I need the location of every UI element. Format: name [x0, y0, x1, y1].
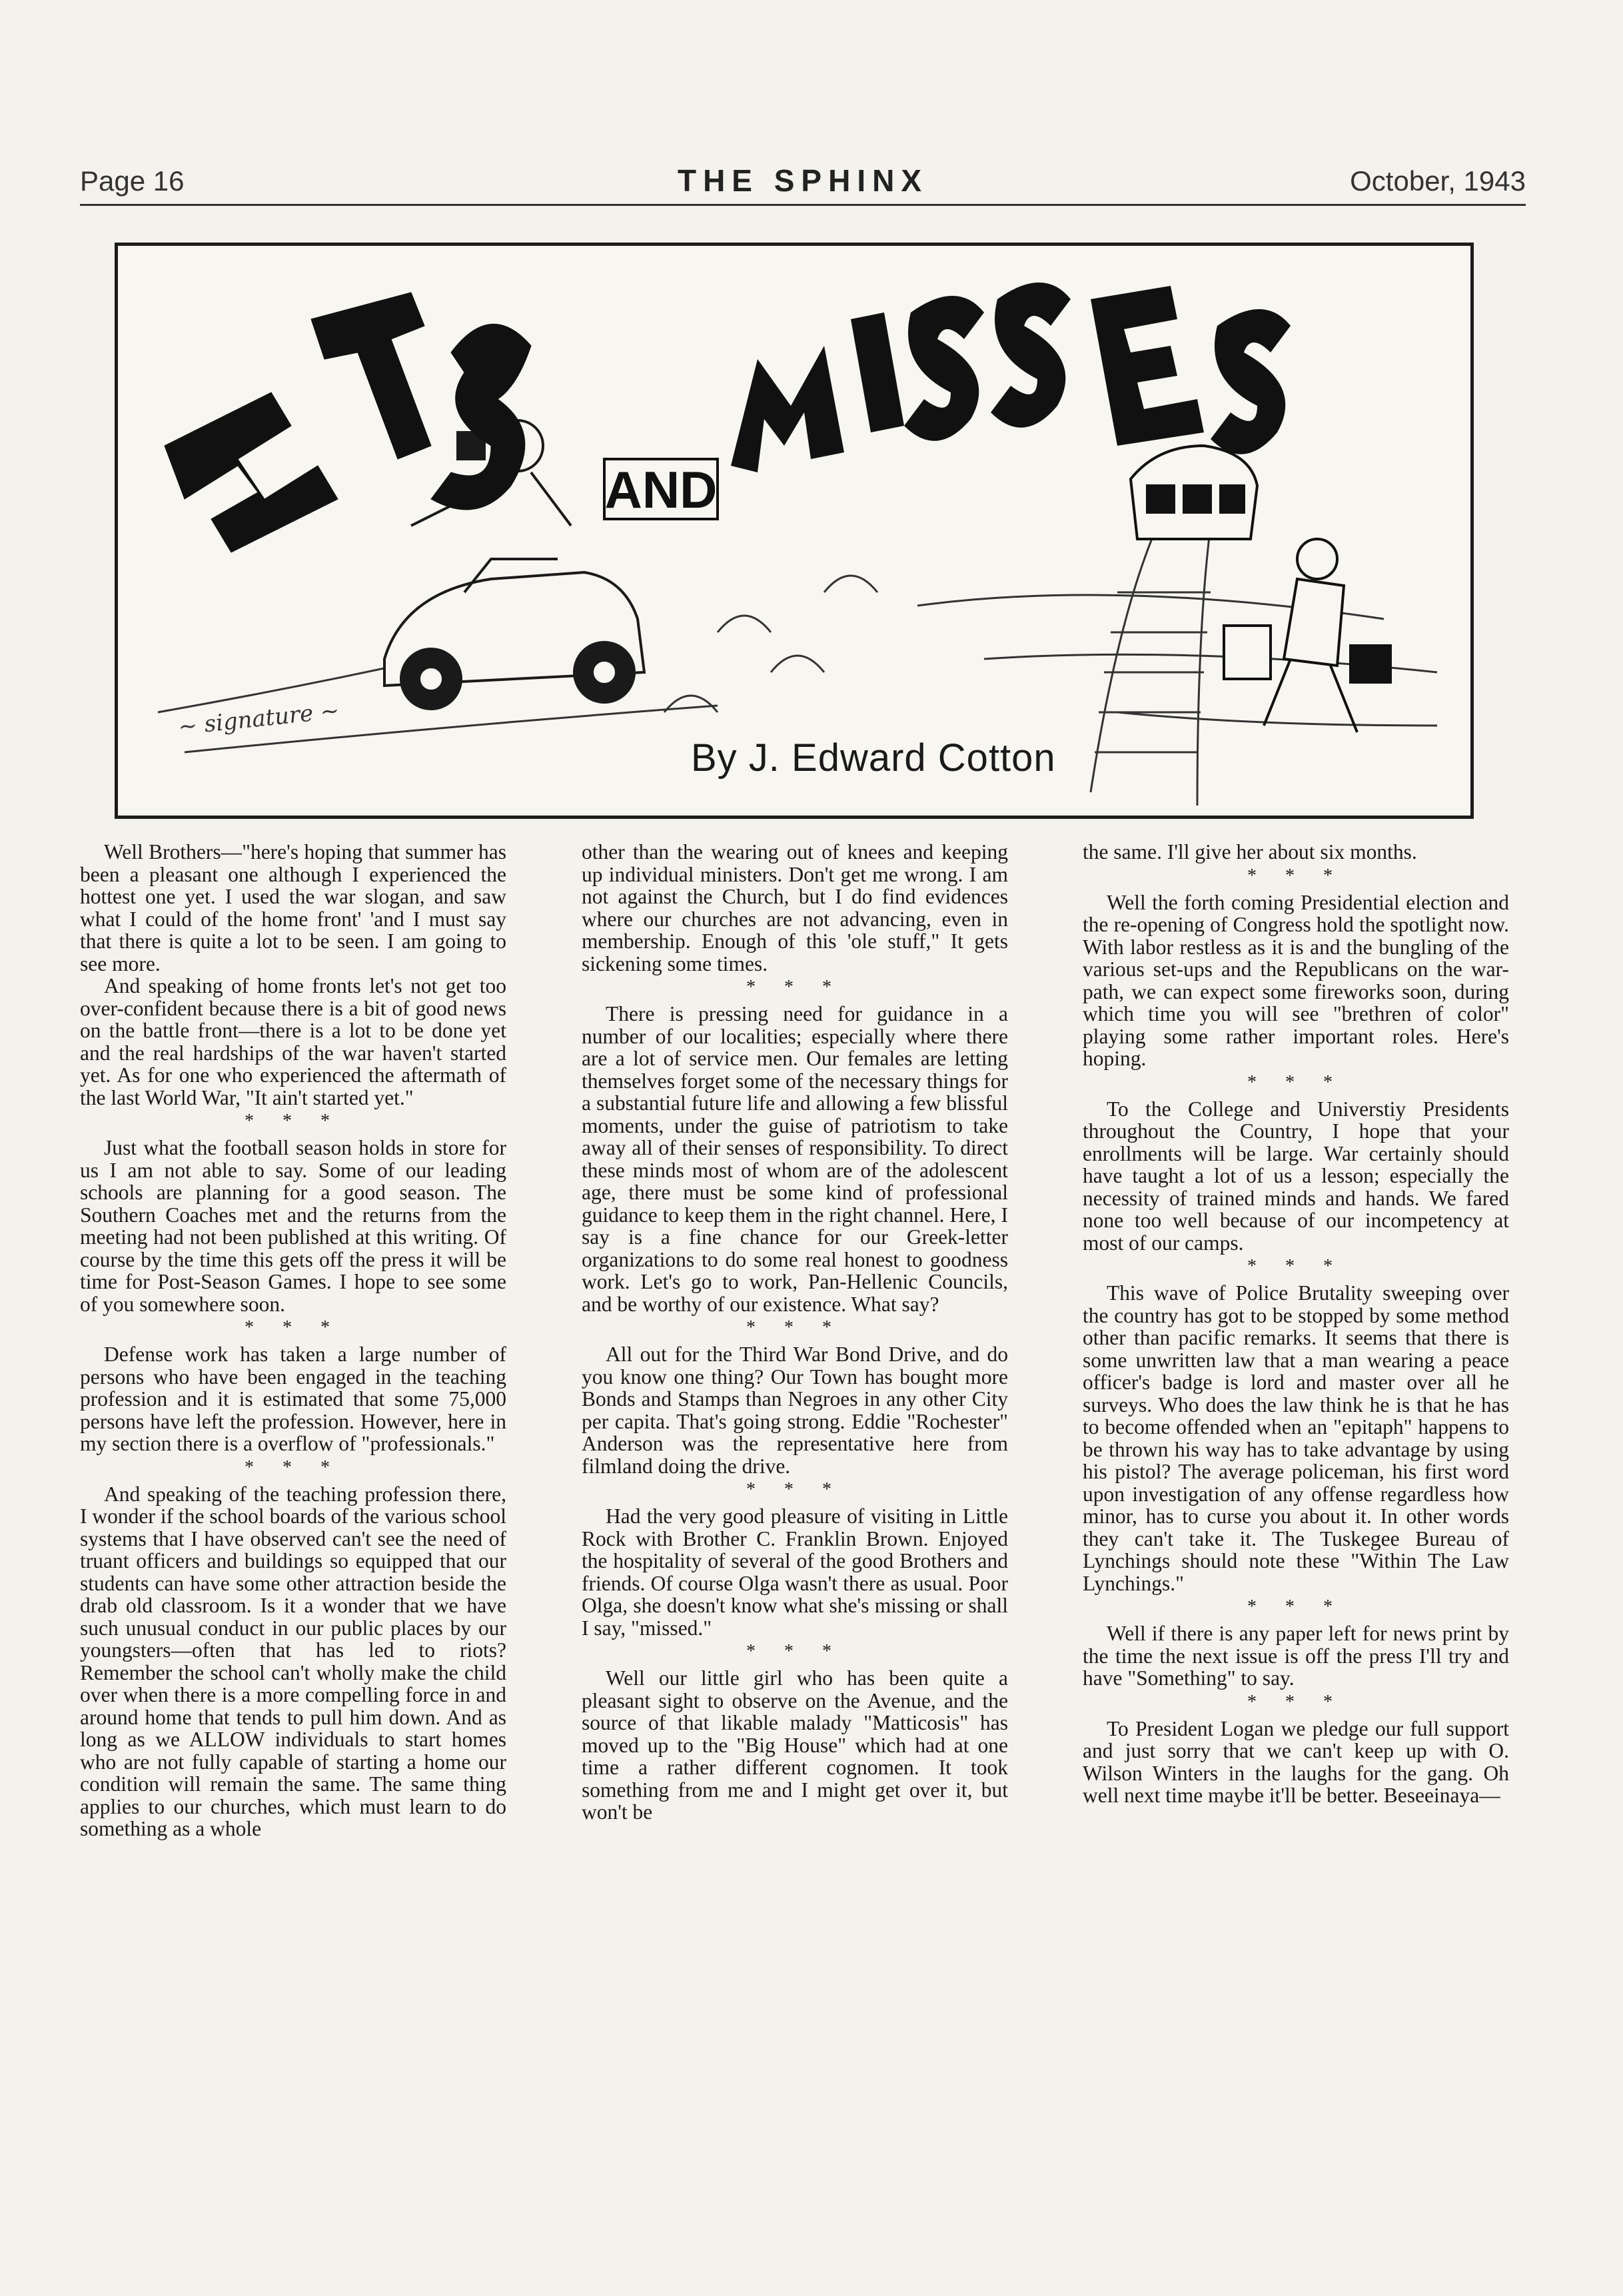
- paragraph: To the College and Universtiy Presidents throughout the Country, I hope that your enrollments will be large. War certainly should have taught a lot of us a lesson; especially the necessity of trained minds and hands. We fared none too well because of our incompetency at most of our camps.: [1083, 1097, 1509, 1255]
- paragraph: This wave of Police Brutality sweeping over the country has got to be stopped by some method other than pacific remarks. It seems that there is some unwritten law that a man wearing a peace officer's badge is lord and master over all he surveys. Who does the law think he is that he has to become offended when an "epitaph" happens to be thrown his way has to take advantage by using his pistol? The average policeman, his first word upon investigation of any offense regardless how minor, has to curse you about it. In other words they can't take it. The Tuskegee Bureau of Lynchings should note these "Within The Law Lynchings.": [1083, 1281, 1509, 1595]
- section-divider-stars: * * *: [746, 1317, 843, 1338]
- issue-date: October, 1943: [1350, 165, 1526, 197]
- column-banner-illustration: [115, 243, 1474, 819]
- trolley-car-drawing: [1131, 446, 1257, 539]
- page-number: Page 16: [80, 165, 185, 197]
- section-divider-stars: * * *: [746, 1641, 843, 1662]
- text-column-1: [80, 841, 506, 1840]
- banner-artwork: [118, 246, 1470, 816]
- text-column-3: [1083, 841, 1509, 1807]
- section-divider-stars: * * *: [1247, 865, 1345, 886]
- paragraph: the same. I'll give her about six months.: [1083, 840, 1417, 863]
- paragraph: All out for the Third War Bond Drive, and do you know one thing? Our Town has bought more Bonds and Stamps than Negroes in any other City per capita. That's going strong. Eddie "Rochester" Anderson was the representative here from filmland doing the drive.: [582, 1343, 1008, 1478]
- paragraph: Well our little girl who has been quite a pleasant sight to observe on the Avenue, and the source of that likable malady "Matticosis" has moved up to the "Big House" which had at one time a rather different cognomen. It took something from me and I might get over it, but won't be: [582, 1666, 1008, 1824]
- svg-text:AND: AND: [604, 460, 718, 519]
- section-divider-stars: * * *: [245, 1456, 342, 1478]
- section-divider-stars: * * *: [1247, 1691, 1345, 1712]
- section-divider-stars: * * *: [746, 977, 843, 997]
- paragraph: Well Brothers—"here's hoping that summer has been a pleasant one although I experienced the hottest one yet. I used the war slogan, and saw what I could of the home front' 'and I must say that there is quite a lot to be seen. I am going to see more.: [80, 840, 506, 975]
- section-divider-stars: * * *: [1247, 1256, 1345, 1277]
- car-drawing: [384, 559, 644, 709]
- paragraph: other than the wearing out of knees and keeping up individual ministers. Don't get me wrong. I am not against the Church, but I do find evidences where our churches are not advancing, even in membership. Enough of this 'ole stuff," It gets sickening some times.: [582, 840, 1008, 975]
- running-man-drawing: [1224, 539, 1390, 732]
- page-header: [80, 160, 1526, 200]
- section-divider-stars: * * *: [746, 1479, 843, 1500]
- paragraph: Well the forth coming Presidential election and the re-opening of Congress hold the spotlight now. With labor restless as it is and the bungling of the various set-ups and the Republicans on the war-path, we can expect some fireworks soon, during which time you will see "brethren of color" playing some rather important roles. Here's hoping.: [1083, 890, 1509, 1070]
- section-divider-stars: * * *: [1247, 1071, 1345, 1093]
- section-divider-stars: * * *: [1247, 1596, 1345, 1617]
- publication-title: THE SPHINX: [677, 163, 929, 198]
- misses-lettering: [731, 283, 1291, 472]
- artist-signature: ~ signature ~: [177, 697, 341, 741]
- paragraph: Well if there is any paper left for news print by the time the next issue is off the press I'll try and have "Something" to say.: [1083, 1622, 1509, 1690]
- paragraph: Defense work has taken a large number of persons who have been engaged in the teaching profession and it is estimated that some 75,000 persons have left the profession. However, here in my section there is a overflow of "professionals.": [80, 1343, 506, 1455]
- hits-lettering: [165, 292, 531, 552]
- text-column-2: [582, 841, 1008, 1824]
- paragraph: Had the very good pleasure of visiting in Little Rock with Brother C. Franklin Brown. Enjoyed the hospitality of several of the good Brothers and friends. Of course Olga wasn't there as usual. Poor Olga, she doesn't know what she's missing or shall I say, "missed.": [582, 1504, 1008, 1640]
- byline: By J. Edward Cotton: [691, 736, 1056, 780]
- paragraph: There is pressing need for guidance in a number of our localities; especially where there are a lot of service men. Our females are letting themselves forget some of the necessary things for a substantial future life and allowing a few blissful moments, under the guise of patriotism to take away all of their senses of responsibility. To direct these minds most of whom are of the adolescent age, there must be some kind of professional guidance to keep them in the right channel. Here, I say is a fine chance for our Greek-letter organizations to do some real honest to goodness work. Let's go to work, Pan-Hellenic Councils, and be worthy of our existence. What say?: [582, 1002, 1008, 1316]
- paragraph: Just what the football season holds in store for us I am not able to say. Some of our leading schools are planning for a good season. The Southern Coaches met and the returns from the meeting had not been published at this writing. Of course by the time this gets off the press it will be time for Post-Season Games. I hope to see some of you somewhere soon.: [80, 1136, 506, 1316]
- section-divider-stars: * * *: [245, 1317, 342, 1338]
- and-lettering: [604, 459, 718, 519]
- paragraph: To President Logan we pledge our full support and just sorry that we can't keep up with O. Wilson Winters in the laughs for the gang. Oh well next time maybe it'll be better. Beseeinaya—: [1083, 1716, 1509, 1807]
- paragraph: And speaking of home fronts let's not get too over-confident because there is a bit of good news on the battle front—there is a lot to be done yet and the real hardships of the war haven't started yet. As for one who experienced the aftermath of the last World War, "It ain't started yet.": [80, 974, 506, 1109]
- paragraph: And speaking of the teaching profession there, I wonder if the school boards of the various school systems that I have observed can't see the need of truant officers and buildings so equipped that our students can have some other attraction beside the drab old classroom. Is it a wonder that we have such unusual conduct in our public places by our youngsters—often that has led to riots? Remember the school can't wholly make the child over when there is a more compelling force in and around home that tends to pull him down. And as long as we ALLOW individuals to start homes who are not fully capable of starting a home our condition will remain the same. The same thing applies to our churches, which must learn to do something as a whole: [80, 1482, 506, 1840]
- header-rule: [80, 204, 1526, 206]
- section-divider-stars: * * *: [245, 1111, 342, 1131]
